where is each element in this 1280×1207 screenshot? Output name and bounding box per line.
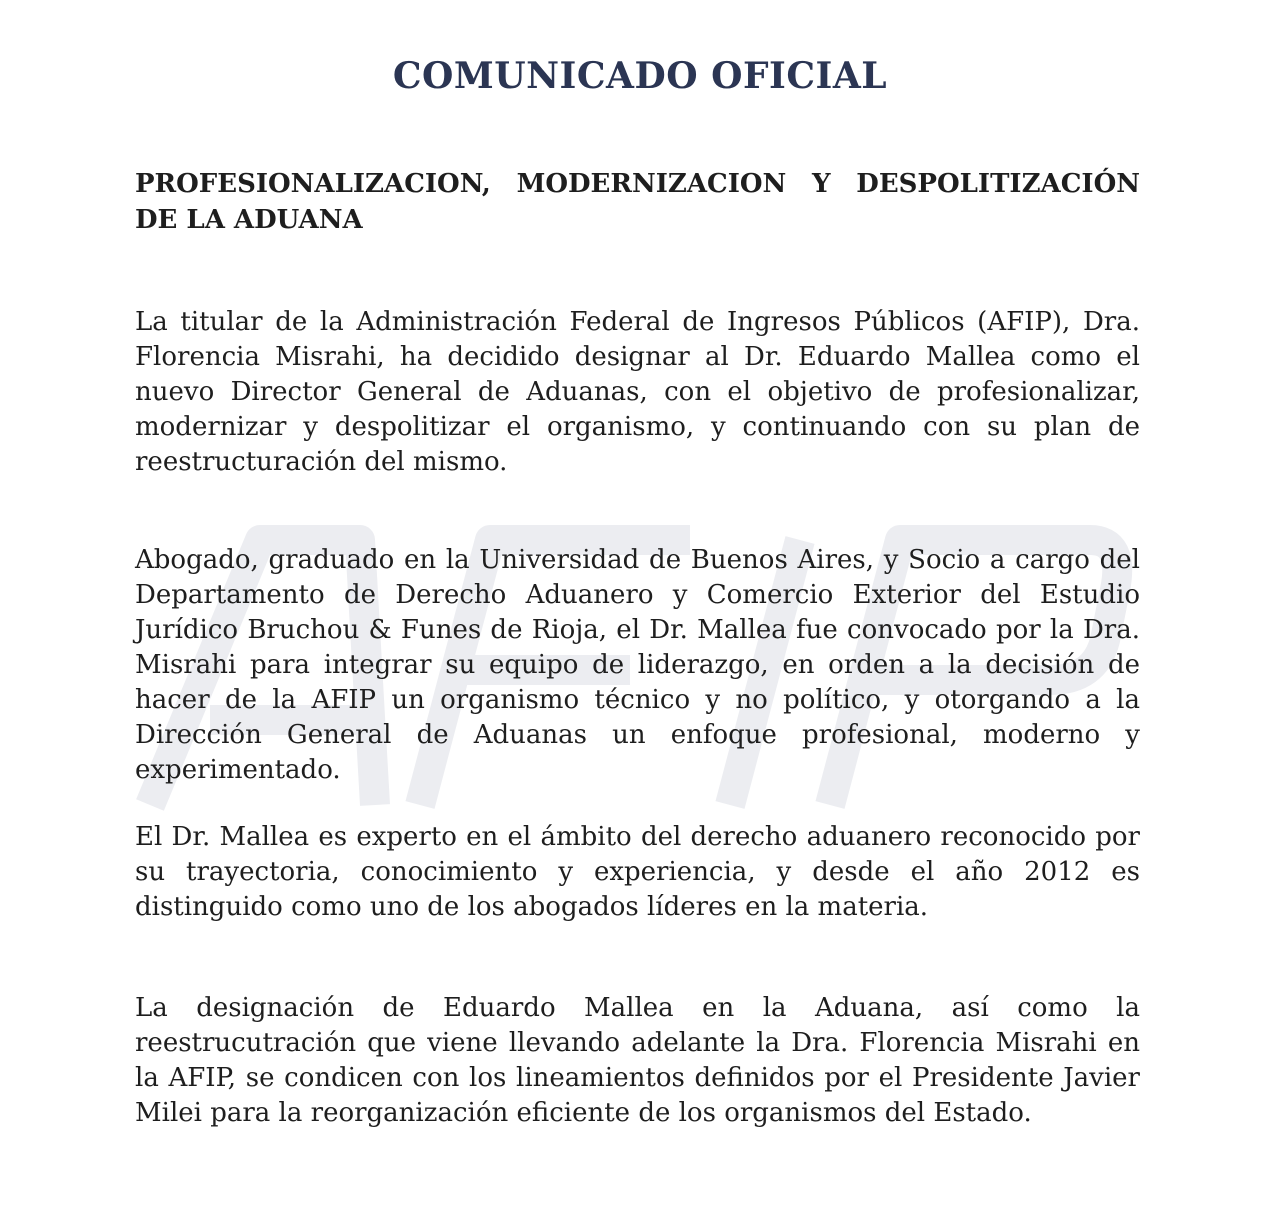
paragraph-alignment: La designación de Eduardo Mallea en la Aduana, así como la reestrucutración que viene llevando adelante la Dra. Florencia Misrahi en la AFIP, se condicen con los lineamientos definidos por el Presidente Javier Milei para la reorganización eficiente de los organismos del Estado.: [135, 993, 1140, 1128]
paragraph-expertise: El Dr. Mallea es experto en el ámbito del derecho aduanero reconocido por su trayectoria, conocimiento y experiencia, y desde el año 2012 es distinguido como uno de los abogados líderes en la materia.: [135, 822, 1140, 922]
page-title: COMUNICADO OFICIAL: [392, 55, 888, 97]
document-subtitle: PROFESIONALIZACION, MODERNIZACION Y DESPOLITIZACIÓN DE LA ADUANA: [135, 169, 1140, 235]
paragraph-background: Abogado, graduado en la Universidad de Buenos Aires, y Socio a cargo del Departamento de Derecho Aduanero y Comercio Exterior del Estudio Jurídico Bruchou & Funes de Rioja, el Dr. Mallea fue convocado por la Dra. Misrahi para integrar su equipo de liderazgo, en orden a la decisión de hacer de la AFIP un organismo técnico y no político, y otorgando a la Dirección General de Aduanas un enfoque profesional, moderno y experimentado.: [135, 545, 1140, 785]
paragraph-designation: La titular de la Administración Federal de Ingresos Públicos (AFIP), Dra. Florencia Misrahi, ha decidido designar al Dr. Eduardo Mallea como el nuevo Director General de Aduanas, con el objetivo de profesionalizar, modernizar y despolitizar el organismo, y continuando con su plan de reestructuración del mismo.: [135, 307, 1140, 477]
